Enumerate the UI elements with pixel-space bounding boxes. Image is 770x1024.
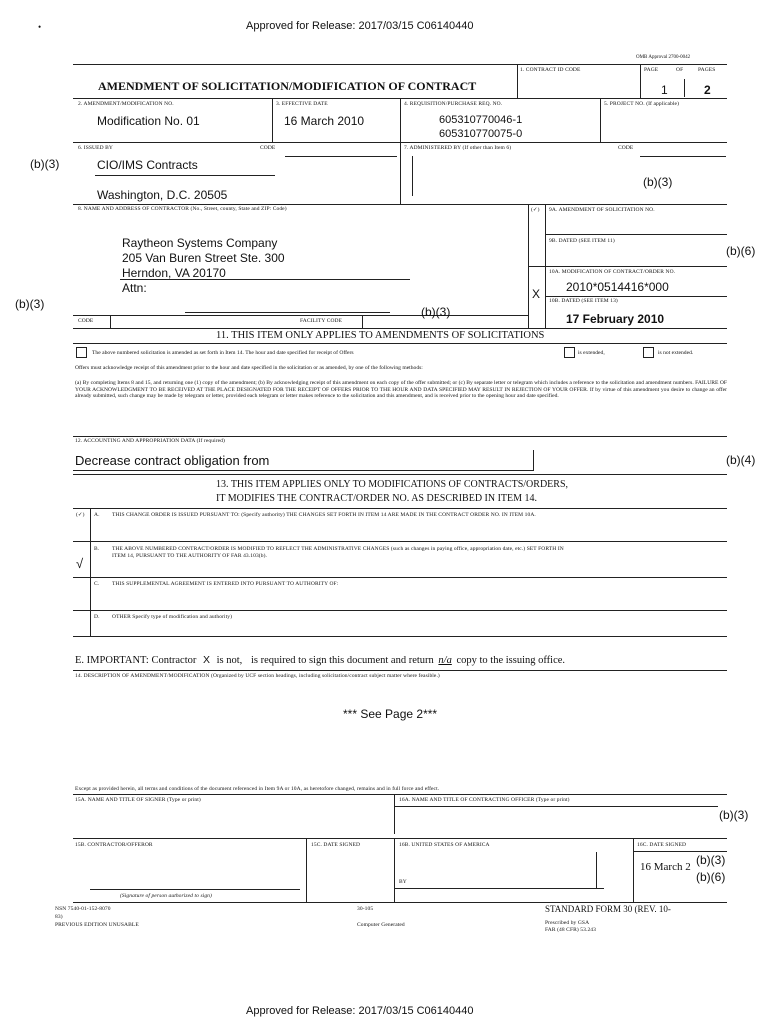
effective-date-label: 3. EFFECTIVE DATE [276,101,328,107]
omb-approval: OMB Approval 2700-0042 [636,55,691,60]
issued-code-label: CODE [260,145,276,151]
rule [517,64,518,98]
date-signed-15c-label: 15C. DATE SIGNED [311,842,361,848]
redaction-b3: (b)(3) [696,853,726,867]
release-footer: Approved for Release: 2017/03/15 C06140440 [246,1005,474,1017]
signature-note: (Signature of person authorized to sign) [120,893,212,899]
rule [400,98,401,142]
rule [533,450,534,471]
contractor-line3: Herndon, VA 20170 [122,266,226,280]
far-reference: FAR (48 CFR) 53.243 [545,927,596,933]
check-column-label: (✓) [531,207,540,213]
date-signed-16c-value: 16 March 2 [640,861,691,873]
effective-date-value: 16 March 2010 [284,114,365,128]
rule [73,610,727,611]
rule [528,266,727,267]
rule [394,888,604,889]
important-rest: is required to sign this document and return [250,655,434,666]
rule [95,175,275,176]
row-c-text: THIS SUPPLEMENTAL AGREEMENT IS ENTERED INTO PURSUANT TO AUTHORITY OF: [112,581,339,587]
of-label: OF [676,67,684,73]
rule [412,156,413,196]
redaction-b6: (b)(6) [696,870,726,884]
important-is-not: is not, [216,655,243,666]
rule [73,541,727,542]
important-rest-2: copy to the issuing office. [456,655,566,666]
issued-by-line2: Washington, D.C. 20505 [97,188,228,202]
pages-label: PAGES [698,67,716,73]
rule [73,902,727,903]
see-page-2: *** See Page 2*** [343,707,438,721]
form-number: 30-105 [357,906,374,912]
requisition-label: 4. REQUISITION/PURCHASE REQ. NO. [404,101,503,107]
rule [73,343,727,344]
check-10a: X [532,287,541,301]
row-d-letter: D. [94,614,100,620]
date-signed-16c-label: 16C. DATE SIGNED [637,842,687,848]
rule [73,474,727,475]
rule [394,794,395,834]
mod-no-label: 2. AMENDMENT/MODIFICATION NO. [78,101,174,107]
contractor-attn: Attn: [122,281,147,295]
modification-no-value: 2010*0514416*000 [566,280,669,294]
admin-code-label: CODE [618,145,634,151]
dated-10b-label: 10B. DATED (SEE ITEM 13) [549,298,618,304]
page-count: 2 [704,83,711,97]
project-no-label: 5. PROJECT NO. (If applicable) [604,101,679,107]
extended-label: is extended, [578,350,605,356]
except-line: Except as provided herein, all terms and conditions of the document referenced in Item 9A or 10A, as heretofore changed, remains and in full force and effect. [75,786,440,792]
rule [90,889,300,890]
prescribed-by: Prescribed by GSA [545,920,590,926]
mod-no-value: Modification No. 01 [97,114,200,128]
rule [545,296,727,297]
issued-by-label: 6. ISSUED BY [78,145,113,151]
not-extended-label: is not extended. [658,350,694,356]
amendment-no-label: 9A. AMENDMENT OF SOLICITATION NO. [549,207,655,213]
rule [73,204,727,205]
page-number: 1 [661,83,668,97]
contracting-officer-label: 16A. NAME AND TITLE OF CONTRACTING OFFICER (Type or print) [399,797,570,803]
rule [73,636,727,637]
computer-generated: Computer Generated [357,922,405,928]
row-d-text: OTHER Specify type of modification and authority) [112,614,233,620]
redaction-b3: (b)(3) [643,175,673,189]
contract-id-label: 1. CONTRACT ID CODE [520,67,581,73]
signer-name-label: 15A. NAME AND TITLE OF SIGNER (Type or print) [75,797,201,803]
rule [73,64,727,65]
rule [640,64,641,98]
contractor-line2: 205 Van Buren Street Ste. 300 [122,251,285,265]
not-extended-checkbox[interactable] [643,347,654,358]
row-b-letter: B. [94,546,100,552]
rule [73,670,727,671]
rule [90,508,91,636]
redaction-b3: (b)(3) [15,297,45,311]
rule [545,234,727,235]
accounting-value: Decrease contract obligation from [75,453,270,468]
usa-label: 16B. UNITED STATES OF AMERICA [399,842,490,848]
accounting-label: 12. ACCOUNTING AND APPROPRIATION DATA (If required) [75,438,225,444]
redaction-b3: (b)(3) [30,157,60,171]
requisition-value-1: 605310770046-1 [439,114,523,126]
item13-check-header: (✓) [76,512,85,518]
rule [633,851,727,852]
facility-code-label: FACILITY CODE [300,318,343,324]
important-line [75,654,565,666]
redaction-b4: (b)(4) [726,453,756,467]
rule [394,806,718,807]
administered-by-label: 7. ADMINISTERED BY (If other than Item 6) [404,145,512,151]
requisition-value-2: 605310770075-0 [439,128,523,140]
previous-edition: PREVIOUS EDITION UNUSABLE [55,922,139,928]
rule [285,156,397,157]
rule [362,315,363,328]
rule [73,328,727,329]
rule [120,279,410,280]
rule [640,156,726,157]
rule [394,838,395,902]
form-title: AMENDMENT OF SOLICITATION/MODIFICATION OF CONTRACT [98,79,477,93]
extended-checkbox[interactable] [564,347,575,358]
important-na: n/a [438,655,452,666]
rule [73,470,533,471]
contractor-line1: Raytheon Systems Company [122,236,278,250]
rule [73,838,727,839]
description-label: 14. DESCRIPTION OF AMENDMENT/MODIFICATION (Organized by UCF section headings, including solicitation/contract subject matter where feasible.) [75,673,440,679]
rule [684,79,685,97]
item11-title: 11. THIS ITEM ONLY APPLIES TO AMENDMENTS OF SOLICITATIONS [216,330,545,341]
solicitation-amended-checkbox[interactable] [76,347,87,358]
rule [73,794,727,795]
standard-form: STANDARD FORM 30 (REV. 10- [545,904,671,914]
nsn-2: 83) [55,914,63,920]
rule [400,142,401,204]
rule [73,577,727,578]
item11-instructions: (a) By completing Items 8 and 15, and returning one (1) copy of the amendment; (b) By acknowledging receipt of this amendment on each copy of the offer submitted; or (c) By separate letter or telegram which includes a reference to the solicitation and amendment numbers. FAILURE OF YOUR ACKNOWLEDGMENT TO BE RECEIVED AT THE PLACE DESIGNATED FOR THE RECEIPT OF OFFERS PRIOR TO THE HOUR AND DATA SPECIFIED MAY RESULT IN REJECTION OF YOUR OFFER. If by virtue of this amendment you desire to change an offer already submitted, such change may be made by telegram or letter, provided each telegram or letter makes reference to the solicitation and this amendment, and is received prior to the opening hour and date specified. [75,380,727,400]
dated-10b-value: 17 February 2010 [566,312,665,326]
item13-title-1: 13. THIS ITEM APPLIES ONLY TO MODIFICATIONS OF CONTRACTS/ORDERS, [216,479,569,490]
rule [73,508,727,509]
rule [600,98,601,142]
rule [306,838,307,902]
rule [185,312,390,313]
important-prefix: E. IMPORTANT: Contractor [75,655,197,666]
rule [73,436,727,437]
page-label: PAGE [644,67,659,73]
important-x: X [203,654,211,666]
rule [633,838,634,902]
row-c-letter: C. [94,581,100,587]
row-b-text: THE ABOVE NUMBERED CONTRACT/ORDER IS MODIFIED TO REFLECT THE ADMINISTRATIVE CHANGES (such as changes in paying office, appropriation date, etc.) SET FORTH IN [112,546,564,552]
item11-line1: The above numbered solicitation is amended as set forth in Item 14. The hour and date specified for receipt of Offers [92,350,354,356]
row-b-text-2: ITEM 14, PURSUANT TO THE AUTHORITY OF FAR 43.103(b). [112,553,267,559]
row-a-letter: A. [94,512,100,518]
item11-line2: Offers must acknowledge receipt of this amendment prior to the hour and date specified in the solicitation or as amended, by one of the following methods: [75,365,423,371]
nsn: NSN 7540-01-152-8070 [55,906,111,912]
issued-by-line1: CIO/IMS Contracts [97,158,198,172]
modification-no-label: 10A. MODIFICATION OF CONTRACT/ORDER NO. [549,269,676,275]
item13-title-2: IT MODIFIES THE CONTRACT/ORDER NO. AS DESCRIBED IN ITEM 14. [216,493,538,504]
release-header: Approved for Release: 2017/03/15 C06140440 [246,20,474,32]
rule [272,98,273,142]
row-a-text: THIS CHANGE ORDER IS ISSUED PURSUANT TO: (Specify authority) THE CHANGES SET FORTH IN ITEM 14 ARE MADE IN THE CONTRACT ORDER NO. IN ITEM 10A. [112,512,536,518]
rule [73,315,528,316]
contractor-offeror-label: 15B. CONTRACTOR/OFFEROR [75,842,153,848]
row-b-check: √ [76,556,84,571]
dated-9b-label: 9B. DATED (SEE ITEM 11) [549,238,615,244]
redaction-b6: (b)(6) [726,244,756,258]
contractor-code-label: CODE [78,318,94,324]
by-label: BY [399,879,407,885]
rule [596,852,597,888]
margin-mark: • [38,22,42,32]
redaction-b3: (b)(3) [719,808,749,822]
contractor-label: 8. NAME AND ADDRESS OF CONTRACTOR (No., Street, county, State and ZIP: Code) [78,206,287,212]
rule [110,315,111,328]
redaction-b3: (b)(3) [421,305,451,319]
